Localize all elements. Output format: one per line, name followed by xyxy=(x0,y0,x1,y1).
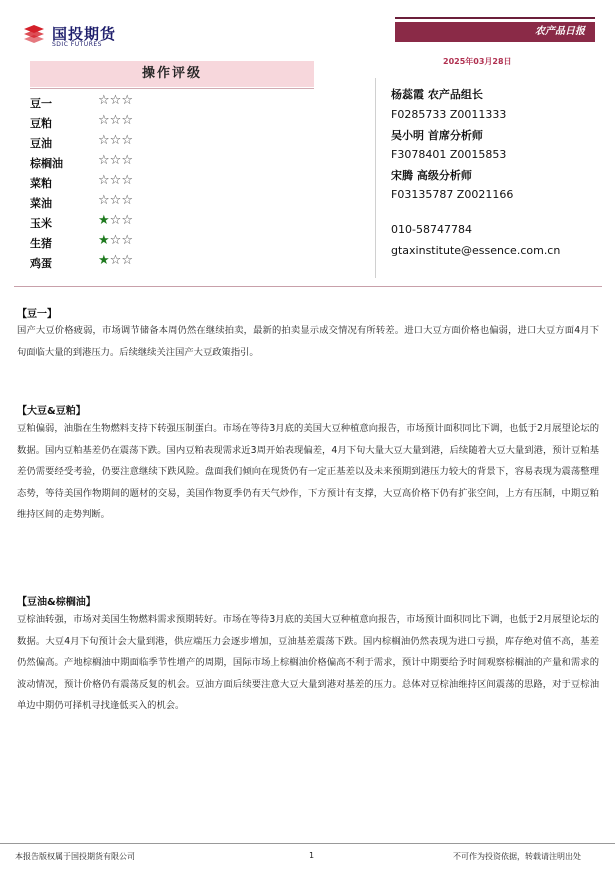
rating-stars xyxy=(98,133,133,148)
contact-phone: 010-58747784 xyxy=(391,223,472,236)
empty-star-icon: ☆ xyxy=(121,133,133,148)
rating-stars xyxy=(98,93,133,108)
report-date: 2025年03月28日 xyxy=(443,57,512,66)
rating-product-name: 棕榈油 xyxy=(30,157,63,170)
empty-star-icon: ☆ xyxy=(98,193,110,208)
empty-star-icon: ☆ xyxy=(121,173,133,188)
analyst-1-name: 杨蕊霞 农产品组长 xyxy=(391,88,483,101)
rating-product-name: 豆油 xyxy=(30,137,52,150)
rating-row xyxy=(30,233,230,253)
empty-star-icon: ☆ xyxy=(109,173,122,188)
rating-row xyxy=(30,213,230,233)
logo-chinese-text: 国投期货 xyxy=(52,25,117,43)
section-text-soybean-one: 国产大豆价格疲弱，市场调节储备本周仍然在继续拍卖，最新的拍卖显示成交情况有所转差。进口大豆方面价格也偏弱，进口大豆方面4月下旬面临大量的到港压力。后续继续关注国产大豆政策指引。 xyxy=(17,325,599,358)
section-title-soybean-one: 【豆一】 xyxy=(17,309,57,320)
section-title-soyoil-palm: 【豆油&棕榈油】 xyxy=(17,597,96,608)
empty-star-icon: ☆ xyxy=(98,153,110,168)
empty-star-icon: ☆ xyxy=(121,253,133,268)
empty-star-icon: ☆ xyxy=(109,113,122,128)
company-logo-icon xyxy=(22,25,46,45)
empty-star-icon: ☆ xyxy=(109,93,122,108)
empty-star-icon: ☆ xyxy=(109,133,122,148)
header-divider xyxy=(14,286,602,287)
analyst-3-name: 宋腾 高级分析师 xyxy=(391,169,472,182)
rating-stars xyxy=(98,173,133,188)
analyst-1-license: F0285733 Z0011333 xyxy=(391,108,507,121)
company-logo xyxy=(22,22,152,50)
footer-divider xyxy=(0,843,615,844)
header-top-rule xyxy=(395,17,595,19)
footer-disclaimer: 不可作为投资依据，转载请注明出处 xyxy=(453,852,581,861)
empty-star-icon: ☆ xyxy=(98,113,110,128)
empty-star-icon: ☆ xyxy=(109,153,122,168)
rating-row xyxy=(30,133,230,153)
rating-row xyxy=(30,193,230,213)
empty-star-icon: ☆ xyxy=(109,253,122,268)
empty-star-icon: ☆ xyxy=(109,193,122,208)
logo-english-text: SDIC FUTURES xyxy=(52,41,102,48)
empty-star-icon: ☆ xyxy=(109,233,122,248)
section-text-soybean-meal: 豆粕偏弱，油脂在生物燃料支持下转强压制蛋白。市场在等待3月底的美国大豆种植意向报告，市场预计面积同比下调，也低于2月展望论坛的数据。国内豆粕基差仍在震荡下跌。国内豆粕表现需求近3周开始表现偏差，4月下旬大量大豆大量到港，后续随着大豆大量到港，预计豆粕基差仍需要经受考验，仍要注意继续下跌风险。盘面我们倾向在现货仍有一定正基差以及未来预期到港压力较大的背景下，容易表现为震荡整理态势，等待美国作物期间的题材的交易，美国作物夏季仍有天气炒作，下方预计有支撑，大豆高价格下仍有扩张空间，上方有压制，中期豆粕维持区间的走势判断。 xyxy=(17,423,599,521)
empty-star-icon: ☆ xyxy=(121,113,133,128)
rating-product-name: 菜粕 xyxy=(30,177,52,190)
empty-star-icon: ☆ xyxy=(121,193,133,208)
rating-product-name: 鸡蛋 xyxy=(30,257,52,270)
filled-star-icon: ★ xyxy=(98,233,110,248)
rating-product-name: 玉米 xyxy=(30,217,52,230)
rating-panel-title: 操作评级 xyxy=(30,61,314,87)
analyst-2-name: 吴小明 首席分析师 xyxy=(391,129,483,142)
rating-stars xyxy=(98,213,133,228)
rating-stars xyxy=(98,153,133,168)
filled-star-icon: ★ xyxy=(98,213,110,228)
rating-row xyxy=(30,153,230,173)
empty-star-icon: ☆ xyxy=(121,233,133,248)
rating-product-name: 豆粕 xyxy=(30,117,52,130)
section-title-soybean-meal: 【大豆&豆粕】 xyxy=(17,406,86,417)
empty-star-icon: ☆ xyxy=(121,213,133,228)
empty-star-icon: ☆ xyxy=(98,93,110,108)
rating-product-name: 菜油 xyxy=(30,197,52,210)
report-type-banner: 农产品日报 xyxy=(395,22,595,42)
section-text-soyoil-palm: 豆棕油转强，市场对美国生物燃料需求预期转好。市场在等待3月底的美国大豆种植意向报告，市场预计面积同比下调，也低于2月展望论坛的数据。大豆4月下旬预计会大量到港，供应端压力会逐步增加，豆油基差震荡下跌。国内棕榈油仍然表现为进口亏损，库存绝对值不高，基差仍然偏高。产地棕榈油中期面临季节性增产的周期，国际市场上棕榈油价格偏高不利于需求，预计中期要给予时间观察棕榈油的产量和需求的波动情况，预计价格仍有震荡反复的机会。豆油方面后续要注意大豆大量到港对基差的压力。总体对豆棕油维持区间震荡的思路，对于豆棕油单边中期仍可择机寻找逢低买入的机会。 xyxy=(17,614,599,712)
rating-row xyxy=(30,173,230,193)
rating-stars xyxy=(98,253,133,268)
rating-stars xyxy=(98,233,133,248)
rating-stars xyxy=(98,113,133,128)
filled-star-icon: ★ xyxy=(98,253,110,268)
empty-star-icon: ☆ xyxy=(109,213,122,228)
panel-divider xyxy=(375,78,376,278)
rating-product-name: 豆一 xyxy=(30,97,52,110)
rating-row xyxy=(30,253,230,273)
rating-stars xyxy=(98,193,133,208)
rating-row xyxy=(30,113,230,133)
contact-email: gtaxinstitute@essence.com.cn xyxy=(391,244,561,257)
analyst-3-license: F03135787 Z0021166 xyxy=(391,188,514,201)
footer-copyright: 本报告版权属于国投期货有限公司 xyxy=(15,852,135,861)
empty-star-icon: ☆ xyxy=(98,173,110,188)
footer-page-number: 1 xyxy=(309,851,315,860)
analyst-2-license: F3078401 Z0015853 xyxy=(391,148,507,161)
empty-star-icon: ☆ xyxy=(121,93,133,108)
rating-product-name: 生猪 xyxy=(30,237,52,250)
empty-star-icon: ☆ xyxy=(98,133,110,148)
empty-star-icon: ☆ xyxy=(121,153,133,168)
rating-title-divider xyxy=(30,88,314,89)
rating-row xyxy=(30,93,230,113)
